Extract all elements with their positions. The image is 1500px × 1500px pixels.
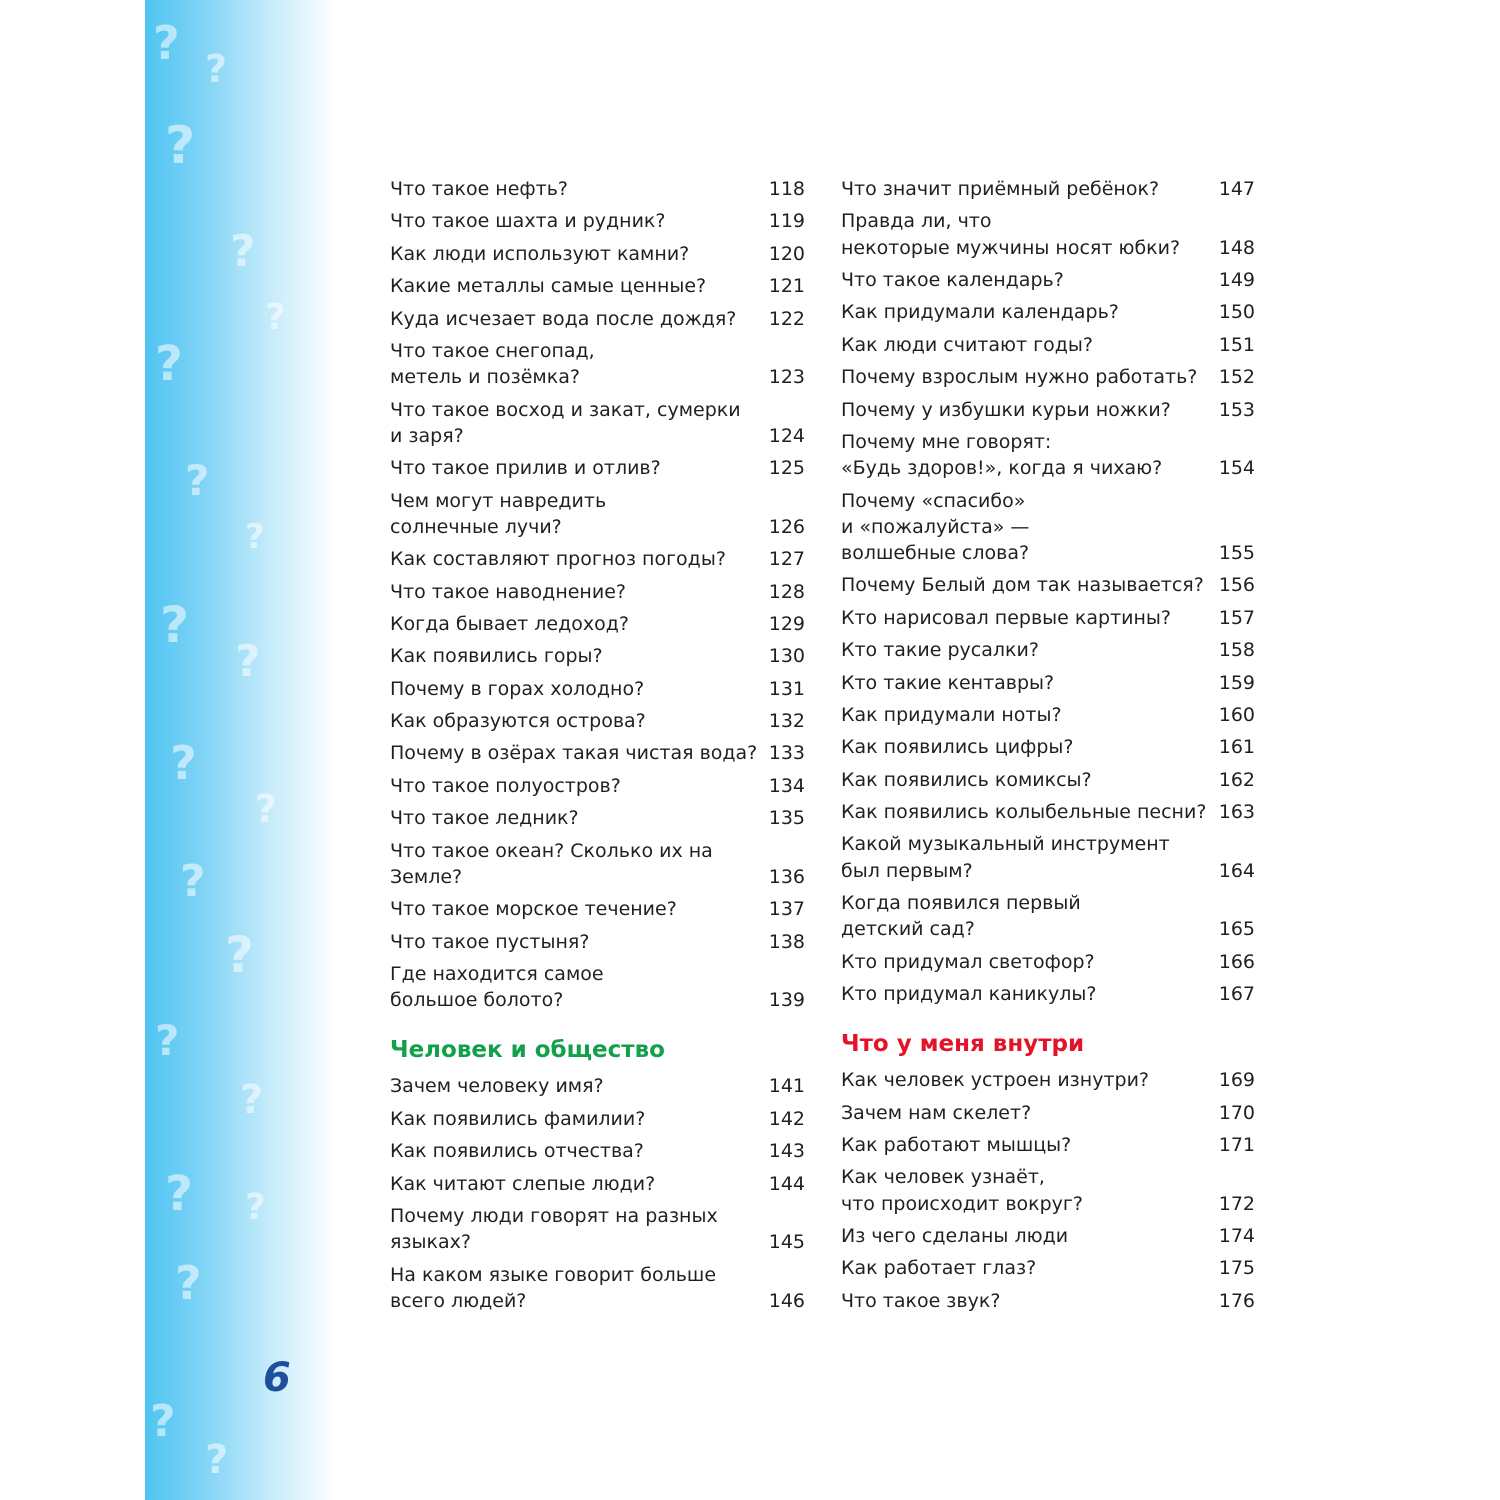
toc-entry bbox=[841, 831, 1255, 883]
toc-entry-page: 171 bbox=[1218, 1134, 1255, 1157]
toc-entry bbox=[841, 767, 1255, 793]
question-mark-icon: ? bbox=[155, 1016, 180, 1065]
toc-entry bbox=[841, 1255, 1255, 1281]
toc-entry-page: 135 bbox=[768, 807, 805, 830]
toc-entry-page: 155 bbox=[1218, 541, 1255, 564]
toc-entry bbox=[841, 799, 1255, 825]
question-mark-icon: ? bbox=[175, 1256, 202, 1310]
question-mark-icon: ? bbox=[165, 116, 196, 176]
toc-entry bbox=[841, 1288, 1255, 1314]
toc-entry-page: 141 bbox=[768, 1075, 805, 1098]
toc-entry-title: Как появились комиксы? bbox=[841, 768, 1092, 791]
decorative-side-band bbox=[145, 0, 335, 1500]
toc-entry bbox=[390, 676, 805, 702]
toc-entry-page: 125 bbox=[768, 457, 805, 480]
toc-entry-title: Как работает глаз? bbox=[841, 1257, 1037, 1280]
toc-entry-page: 119 bbox=[768, 210, 805, 233]
toc-entry-page: 159 bbox=[1218, 671, 1255, 694]
toc-entry bbox=[841, 637, 1255, 663]
toc-entry-title: Что такое пустыня? bbox=[390, 930, 590, 953]
toc-list bbox=[841, 1067, 1255, 1314]
page-number: 6 bbox=[263, 1355, 291, 1401]
toc-entry-page: 120 bbox=[768, 242, 805, 265]
toc-entry bbox=[390, 929, 805, 955]
toc-entry bbox=[390, 546, 805, 572]
toc-entry bbox=[841, 1132, 1255, 1158]
toc-entry-page: 161 bbox=[1218, 736, 1255, 759]
toc-entry-title: Когда бывает ледоход? bbox=[390, 612, 629, 635]
toc-entry-title: Почему у избушки курьи ножки? bbox=[841, 398, 1171, 421]
toc-entry-title: Как придумали календарь? bbox=[841, 301, 1119, 324]
toc-entry-page: 154 bbox=[1218, 457, 1255, 480]
toc-entry-title: Почему «спасибо» и «пожалуйста» — волшебные слова? bbox=[841, 489, 1030, 564]
toc-entry bbox=[390, 805, 805, 831]
toc-entry bbox=[841, 364, 1255, 390]
toc-entry-title: Как появились фамилии? bbox=[390, 1107, 646, 1130]
toc-entry-title: Почему в горах холодно? bbox=[390, 677, 645, 700]
toc-list bbox=[841, 176, 1255, 1007]
toc-entry bbox=[390, 579, 805, 605]
toc-entry-page: 138 bbox=[768, 930, 805, 953]
section-heading-society: Человек и общество bbox=[390, 1037, 665, 1064]
question-mark-icon: ? bbox=[205, 47, 228, 91]
toc-entry bbox=[841, 670, 1255, 696]
toc-entry-title: Какие металлы самые ценные? bbox=[390, 275, 707, 298]
toc-entry-title: Почему в озёрах такая чистая вода? bbox=[390, 742, 758, 765]
toc-entry-title: Почему взрослым нужно работать? bbox=[841, 366, 1198, 389]
toc-entry bbox=[390, 176, 805, 202]
question-mark-icon: ? bbox=[180, 856, 206, 907]
toc-entry bbox=[390, 838, 805, 890]
toc-entry-page: 123 bbox=[768, 366, 805, 389]
toc-entry-page: 132 bbox=[768, 710, 805, 733]
toc-entry-page: 157 bbox=[1218, 606, 1255, 629]
toc-entry-page: 164 bbox=[1218, 859, 1255, 882]
toc-entry-title: Почему Белый дом так называется? bbox=[841, 574, 1204, 597]
toc-entry-title: Что такое календарь? bbox=[841, 268, 1064, 291]
toc-list bbox=[390, 176, 805, 1013]
toc-entry-page: 167 bbox=[1218, 983, 1255, 1006]
toc-entry-page: 146 bbox=[768, 1289, 805, 1312]
toc-entry-page: 158 bbox=[1218, 639, 1255, 662]
toc-entry bbox=[390, 208, 805, 234]
question-mark-icon: ? bbox=[185, 456, 210, 505]
toc-entry bbox=[390, 241, 805, 267]
toc-entry-title: Что такое снегопад, метель и позёмка? bbox=[390, 339, 595, 389]
toc-entry-title: Когда появился первый детский сад? bbox=[841, 892, 1081, 941]
toc-entry bbox=[841, 890, 1255, 942]
toc-entry bbox=[841, 1223, 1255, 1249]
toc-entry bbox=[390, 773, 805, 799]
toc-list bbox=[390, 1073, 805, 1314]
toc-entry-title: Как появились отчества? bbox=[390, 1140, 644, 1163]
question-mark-icon: ? bbox=[160, 596, 190, 654]
toc-entry-page: 126 bbox=[768, 515, 805, 538]
toc-entry-title: Что значит приёмный ребёнок? bbox=[841, 178, 1160, 200]
toc-entry-page: 152 bbox=[1218, 366, 1255, 389]
toc-entry-title: Как люди считают годы? bbox=[841, 333, 1093, 356]
toc-entry bbox=[841, 981, 1255, 1007]
toc-entry-title: Почему мне говорят: «Будь здоров!», когда я чихаю? bbox=[841, 430, 1163, 480]
toc-entry-page: 153 bbox=[1218, 398, 1255, 421]
toc-column-right bbox=[841, 176, 1255, 1320]
toc-entry-title: Как люди используют камни? bbox=[390, 242, 690, 265]
question-mark-icon: ? bbox=[245, 1187, 266, 1228]
toc-entry bbox=[841, 1100, 1255, 1126]
toc-entry-page: 170 bbox=[1218, 1101, 1255, 1124]
toc-entry-page: 150 bbox=[1218, 301, 1255, 324]
toc-entry-title: Кто придумал светофор? bbox=[841, 950, 1095, 973]
toc-entry bbox=[390, 1138, 805, 1164]
question-mark-icon: ? bbox=[255, 787, 278, 831]
toc-entry bbox=[841, 267, 1255, 293]
toc-entry-title: Чем могут навредить солнечные лучи? bbox=[390, 489, 607, 538]
toc-entry-title: На каком языке говорит больше всего людей? bbox=[390, 1263, 717, 1312]
toc-entry-page: 134 bbox=[768, 774, 805, 797]
toc-entry bbox=[841, 332, 1255, 358]
toc-entry bbox=[841, 429, 1255, 481]
question-mark-icon: ? bbox=[205, 1437, 229, 1483]
question-mark-icon: ? bbox=[245, 517, 265, 557]
toc-entry-page: 160 bbox=[1218, 703, 1255, 726]
toc-entry-title: Как человек узнаёт, что происходит вокруг? bbox=[841, 1166, 1083, 1215]
toc-entry-title: Зачем человеку имя? bbox=[390, 1075, 604, 1098]
toc-entry bbox=[390, 1262, 805, 1314]
toc-entry bbox=[841, 176, 1255, 202]
toc-entry bbox=[390, 1073, 805, 1099]
toc-entry bbox=[841, 1164, 1255, 1216]
toc-entry bbox=[841, 572, 1255, 598]
toc-entry-title: Кто придумал каникулы? bbox=[841, 983, 1097, 1006]
toc-entry-page: 133 bbox=[768, 742, 805, 765]
toc-entry bbox=[841, 397, 1255, 423]
toc-entry-title: Как человек устроен изнутри? bbox=[841, 1069, 1150, 1092]
toc-entry-title: Что такое океан? Сколько их на Земле? bbox=[390, 839, 713, 888]
toc-entry-title: Кто такие кентавры? bbox=[841, 671, 1055, 694]
toc-entry bbox=[841, 208, 1255, 260]
toc-entry-page: 136 bbox=[768, 865, 805, 888]
toc-entry-title: Куда исчезает вода после дождя? bbox=[390, 307, 737, 330]
question-mark-icon: ? bbox=[265, 297, 286, 338]
toc-entry bbox=[841, 949, 1255, 975]
toc-entry bbox=[390, 1203, 805, 1255]
toc-entry-page: 148 bbox=[1218, 236, 1255, 259]
toc-entry-page: 176 bbox=[1218, 1289, 1255, 1312]
toc-entry-page: 129 bbox=[768, 612, 805, 635]
toc-entry-page: 124 bbox=[768, 424, 805, 447]
toc-entry-title: Как работают мышцы? bbox=[841, 1134, 1072, 1157]
toc-entry-page: 130 bbox=[768, 645, 805, 668]
toc-entry-title: Как появились горы? bbox=[390, 645, 603, 668]
toc-entry-title: Из чего сделаны люди bbox=[841, 1225, 1069, 1247]
toc-entry-page: 169 bbox=[1218, 1069, 1255, 1092]
toc-entry-title: Какой музыкальный инструмент был первым? bbox=[841, 833, 1170, 882]
question-mark-icon: ? bbox=[165, 1166, 193, 1222]
toc-entry bbox=[390, 338, 805, 390]
toc-entry bbox=[841, 299, 1255, 325]
question-mark-icon: ? bbox=[230, 226, 256, 277]
toc-entry-page: 143 bbox=[768, 1140, 805, 1163]
toc-column-left bbox=[390, 176, 805, 1320]
toc-entry bbox=[390, 708, 805, 734]
toc-entry-page: 121 bbox=[768, 275, 805, 298]
toc-entry-page: 151 bbox=[1218, 333, 1255, 356]
toc-entry-title: Зачем нам скелет? bbox=[841, 1101, 1032, 1124]
question-mark-icon: ? bbox=[240, 1077, 264, 1123]
toc-entry bbox=[390, 1106, 805, 1132]
toc-entry-title: Как придумали ноты? bbox=[841, 703, 1062, 726]
toc-entry-page: 145 bbox=[768, 1231, 805, 1254]
toc-entry-page: 142 bbox=[768, 1107, 805, 1130]
question-mark-icon: ? bbox=[225, 926, 255, 984]
toc-entry bbox=[390, 740, 805, 766]
toc-entry-title: Что такое шахта и рудник? bbox=[390, 210, 666, 233]
toc-entry-page: 174 bbox=[1218, 1225, 1255, 1247]
toc-entry-title: Что такое полуостров? bbox=[390, 774, 621, 797]
toc-entry bbox=[390, 896, 805, 922]
question-mark-icon: ? bbox=[153, 16, 180, 70]
toc-entry-page: 162 bbox=[1218, 768, 1255, 791]
section-heading-inside-me: Что у меня внутри bbox=[841, 1031, 1085, 1058]
toc-entry bbox=[390, 273, 805, 299]
toc-entry-title: Что такое нефть? bbox=[390, 178, 569, 200]
toc-entry-title: Кто нарисовал первые картины? bbox=[841, 606, 1171, 629]
toc-entry-title: Что такое прилив и отлив? bbox=[390, 457, 661, 480]
toc-entry-title: Что такое морское течение? bbox=[390, 898, 677, 921]
toc-entry-title: Что такое наводнение? bbox=[390, 580, 626, 603]
toc-entry bbox=[390, 1171, 805, 1197]
toc-entry bbox=[841, 702, 1255, 728]
toc-entry-title: Как читают слепые люди? bbox=[390, 1172, 656, 1195]
toc-entry-title: Как образуются острова? bbox=[390, 710, 646, 733]
toc-entry-page: 165 bbox=[1218, 918, 1255, 941]
toc-entry-page: 122 bbox=[768, 307, 805, 330]
toc-entry-page: 175 bbox=[1218, 1257, 1255, 1280]
toc-entry bbox=[841, 1067, 1255, 1093]
toc-entry-title: Где находится самое большое болото? bbox=[390, 963, 604, 1012]
toc-entry-page: 118 bbox=[768, 178, 805, 200]
toc-entry-title: Как составляют прогноз погоды? bbox=[390, 548, 726, 571]
toc-entry-page: 163 bbox=[1218, 801, 1255, 824]
toc-entry-page: 166 bbox=[1218, 950, 1255, 973]
toc-entry-page: 128 bbox=[768, 580, 805, 603]
question-mark-icon: ? bbox=[150, 1396, 176, 1447]
toc-entry bbox=[390, 643, 805, 669]
toc-entry-page: 131 bbox=[768, 677, 805, 700]
toc-entry-title: Что такое звук? bbox=[841, 1289, 1001, 1312]
toc-entry-page: 156 bbox=[1218, 574, 1255, 597]
toc-entry-title: Что такое восход и закат, сумерки и заря? bbox=[390, 398, 741, 447]
toc-entry bbox=[841, 605, 1255, 631]
toc-entry-title: Что такое ледник? bbox=[390, 807, 579, 830]
toc-entry-page: 127 bbox=[768, 548, 805, 571]
toc-entry-title: Почему люди говорят на разных языках? bbox=[390, 1204, 718, 1254]
toc-entry-page: 144 bbox=[768, 1172, 805, 1195]
toc-entry-page: 139 bbox=[768, 989, 805, 1012]
toc-entry bbox=[390, 611, 805, 637]
toc-entry-title: Как появились колыбельные песни? bbox=[841, 801, 1207, 824]
toc-entry bbox=[390, 455, 805, 481]
question-mark-icon: ? bbox=[170, 736, 197, 790]
toc-entry bbox=[390, 488, 805, 540]
toc-entry bbox=[390, 306, 805, 332]
toc-entry bbox=[841, 734, 1255, 760]
toc-entry-title: Как появились цифры? bbox=[841, 736, 1074, 759]
toc-entry-page: 149 bbox=[1218, 268, 1255, 291]
toc-entry bbox=[390, 397, 805, 449]
toc-entry bbox=[841, 488, 1255, 567]
question-mark-icon: ? bbox=[155, 336, 183, 392]
toc-entry-page: 147 bbox=[1218, 178, 1255, 200]
question-mark-icon: ? bbox=[235, 636, 261, 687]
toc-entry bbox=[390, 961, 805, 1013]
toc-entry-page: 172 bbox=[1218, 1192, 1255, 1215]
toc-entry-title: Правда ли, что некоторые мужчины носят юбки? bbox=[841, 210, 1181, 259]
toc-entry-title: Кто такие русалки? bbox=[841, 639, 1039, 662]
toc-entry-page: 137 bbox=[768, 898, 805, 921]
